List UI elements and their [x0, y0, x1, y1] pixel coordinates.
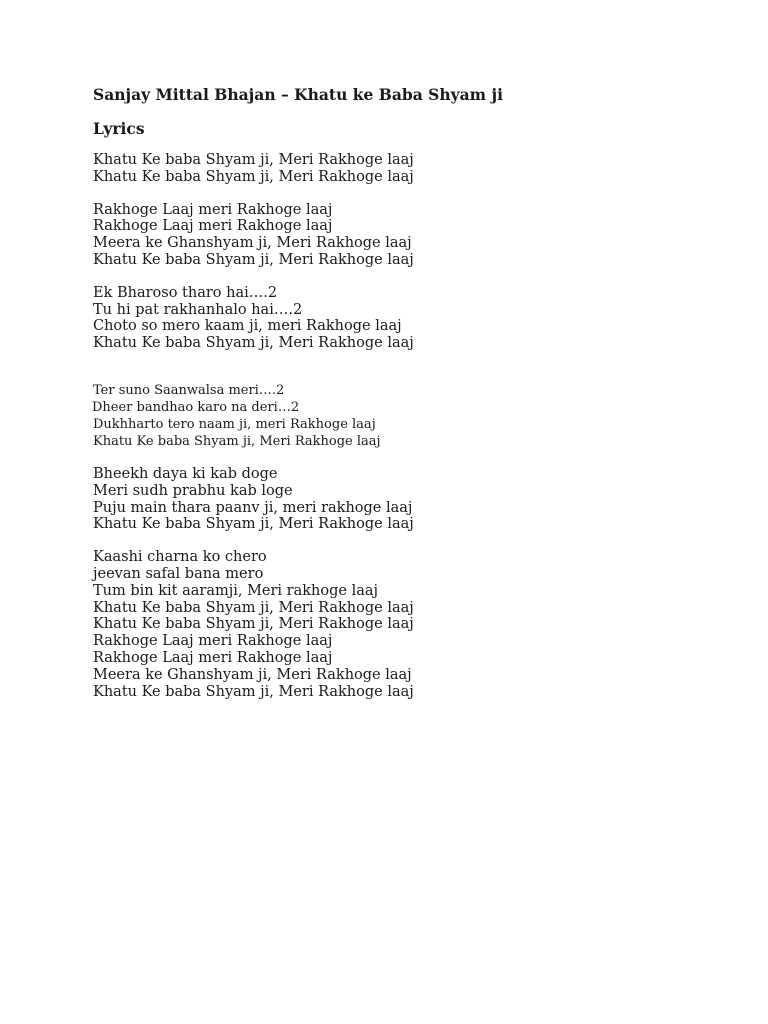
lyric-line: Khatu Ke baba Shyam ji, Meri Rakhoge laaj	[93, 152, 414, 168]
lyric-line: Rakhoge Laaj meri Rakhoge laaj	[93, 633, 333, 650]
lyric-line: Puju main thara paanv ji, meri rakhoge laaj	[93, 499, 413, 516]
verse-5	[93, 466, 733, 533]
verse-1	[93, 152, 733, 186]
lyric-line: Khatu Ke baba Shyam ji, Meri Rakhoge laaj	[93, 683, 414, 700]
lyric-line: Khatu Ke baba Shyam ji, Meri Rakhoge laaj	[93, 433, 381, 449]
lyric-line: Rakhoge Laaj meri Rakhoge laaj	[93, 649, 333, 666]
document-page	[93, 84, 733, 700]
lyric-line: Khatu Ke baba Shyam ji, Meri Rakhoge laaj	[93, 251, 414, 268]
verse-3	[93, 285, 733, 352]
lyric-line: Ter suno Saanwalsa meri….2	[93, 382, 285, 398]
lyrics-heading: Lyrics	[93, 119, 145, 138]
lyric-line: Khatu Ke baba Shyam ji, Meri Rakhoge laaj	[93, 168, 414, 185]
document-title: Sanjay Mittal Bhajan – Khatu ke Baba Shyam ji	[93, 85, 503, 104]
lyric-line: Khatu Ke baba Shyam ji, Meri Rakhoge laaj	[93, 516, 414, 533]
lyric-line: jeevan safal bana mero	[93, 565, 264, 582]
lyric-line: Tu hi pat rakhanhalo hai….2	[93, 301, 303, 318]
lyric-line: Khatu Ke baba Shyam ji, Meri Rakhoge laaj	[93, 616, 414, 633]
verse-6	[93, 549, 733, 700]
verse-2	[93, 202, 733, 269]
lyric-line: Meera ke Ghanshyam ji, Meri Rakhoge laaj	[93, 666, 412, 683]
lyric-line: Rakhoge Laaj meri Rakhoge laaj	[93, 201, 333, 218]
lyric-line: Meera ke Ghanshyam ji, Meri Rakhoge laaj	[93, 235, 412, 252]
lyric-line: Meri sudh prabhu kab loge	[93, 482, 293, 499]
lyric-line: Bheekh daya ki kab doge	[93, 465, 278, 482]
lyric-line: Kaashi charna ko chero	[93, 549, 267, 566]
lyric-line: Dukhharto tero naam ji, meri Rakhoge laaj	[93, 416, 376, 432]
lyric-line: Khatu Ke baba Shyam ji, Meri Rakhoge laaj	[93, 335, 414, 352]
lyric-line: Ek Bharoso tharo hai….2	[93, 284, 278, 301]
lyric-line: Khatu Ke baba Shyam ji, Meri Rakhoge laaj	[93, 599, 414, 616]
lyric-line: Dheer bandhao karo na deri…2	[92, 399, 300, 415]
verse-4	[93, 382, 733, 450]
lyric-line: Tum bin kit aaramji, Meri rakhoge laaj	[93, 582, 378, 599]
lyric-line: Choto so mero kaam ji, meri Rakhoge laaj	[93, 318, 402, 335]
lyric-line: Rakhoge Laaj meri Rakhoge laaj	[93, 218, 333, 235]
